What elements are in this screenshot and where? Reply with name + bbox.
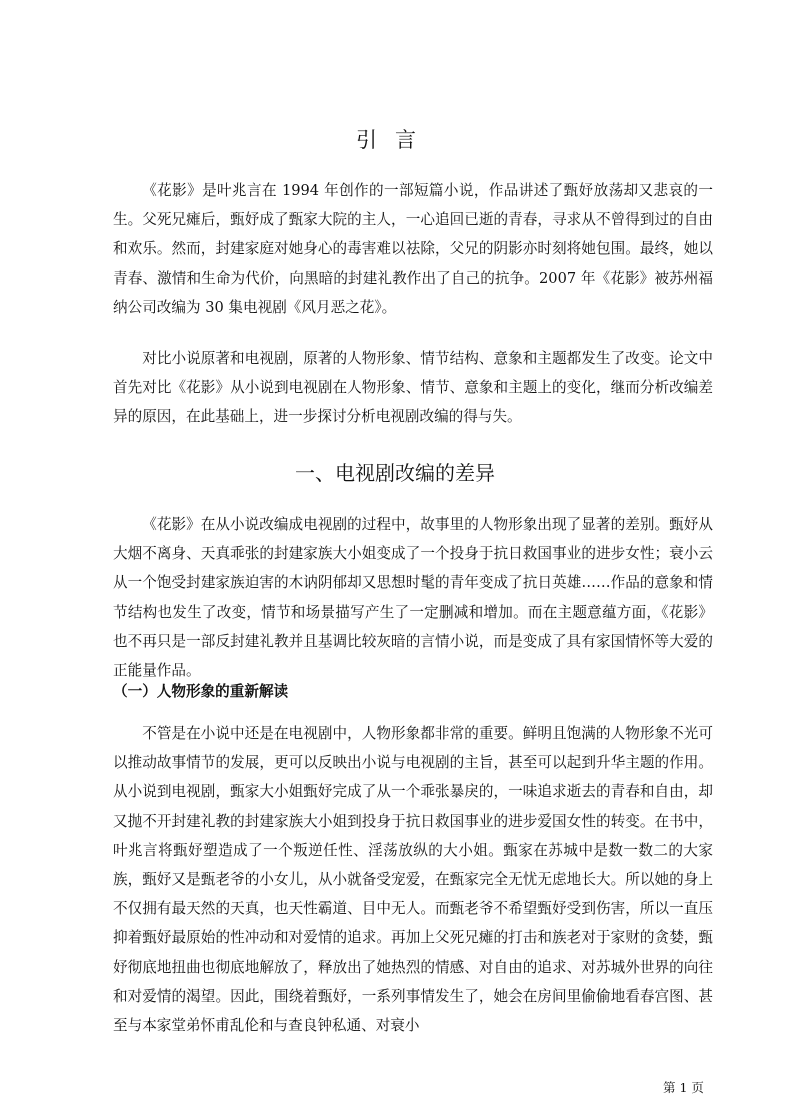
intro-title: 引言	[356, 128, 434, 152]
intro-paragraph-2: 对比小说原著和电视剧，原著的人物形象、情节结构、意象和主题都发生了改变。论文中首先对比《花影》从小说到电视剧在人物形象、情节、意象和主题上的变化，继而分析改编差异的原因，在此基础上，进一步探讨分析电视剧改编的得与失。	[113, 350, 713, 426]
intro-paragraph-1: 《花影》是叶兆言在 1994 年创作的一部短篇小说，作品讲述了甄妤放荡却又悲哀的一生。父死兄瘫后，甄妤成了甄家大院的主人，一心追回已逝的青春，寻求从不曾得到过的自由和欢乐。然而，封建家庭对她身心的毒害难以祛除，父兄的阴影亦时刻将她包围。最终，她以青春、激情和生命为代价，向黑暗的封建礼教作出了自己的抗争。2007 年《花影》被苏州福纳公司改编为 30 集电视剧《风月恶之花》。	[113, 182, 713, 316]
subsection-paragraph: 不管是在小说中还是在电视剧中，人物形象都非常的重要。鲜明且饱满的人物形象不光可以推动故事情节的发展，更可以反映出小说与电视剧的主旨，甚至可以起到升华主题的作用。从小说到电视剧，甄家大小姐甄妤完成了从一个乖张暴戾的，一味追求逝去的青春和自由，却又抛不开封建礼教的封建家族大小姐到投身于抗日救国事业的进步爱国女性的转变。在书中，叶兆言将甄妤塑造成了一个叛逆任性、淫荡放纵的大小姐。甄家在苏城中是数一数二的大家族，甄妤又是甄老爷的小女儿，从小就备受宠爱，在甄家完全无忧无虑地长大。所以她的身上不仅拥有最天然的天真，也天性霸道、目中无人。而甄老爷不希望甄妤受到伤害，所以一直压抑着甄妤最原始的性冲动和对爱情的追求。再加上父死兄瘫的打击和族老对于家财的贪婪，甄妤彻底地扭曲也彻底地解放了，释放出了她热烈的情感、对自由的追求、对苏城外世界的向往和对爱情的渴望。因此，围绕着甄妤，一系列事情发生了，她会在房间里偷偷地看春宫图、甚至与本家堂弟怀甫乱伦和与查良钟私通、对衰小	[113, 725, 713, 1035]
page-number: 第 1 页	[663, 1080, 704, 1095]
subsection-title: （一）人物形象的重新解读	[113, 683, 289, 700]
section-title: 一、电视剧改编的差异	[295, 461, 495, 485]
section-paragraph: 《花影》在从小说改编成电视剧的过程中，故事里的人物形象出现了显著的差别。甄妤从大烟不离身、天真乖张的封建家族大小姐变成了一个投身于抗日救国事业的进步女性；衰小云从一个饱受封建家族迫害的木讷阴郁却又思想时髦的青年变成了抗日英雄……作品的意象和情节结构也发生了改变，情节和场景描写产生了一定删减和增加。而在主题意蕴方面，《花影》也不再只是一部反封建礼教并且基调比较灰暗的言情小说，而是变成了具有家国情怀等大爱的正能量作品。	[113, 516, 713, 680]
